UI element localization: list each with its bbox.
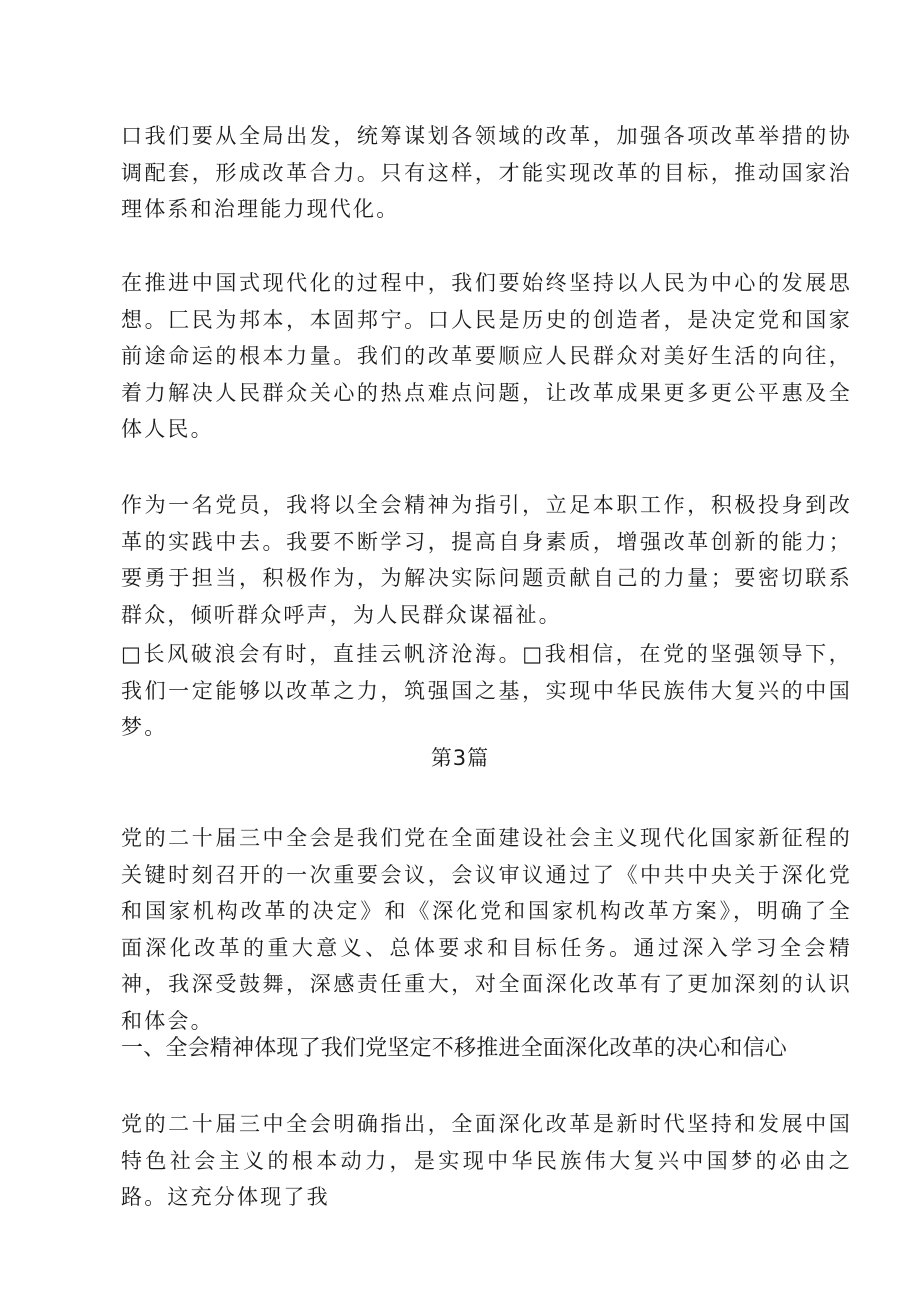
paragraph-chapter-intro: 党的二十届三中全会是我们党在全面建设社会主义现代化国家新征程的关键时刻召开的一次重要会议，会议审议通过了《中共中央关于深化党和国家机构改革的决定》和《深化党和国家机构改革方案》，明确了全面深化改革的重大意义、总体要求和目标任务。通过深入学习全会精神，我深受鼓舞，深感责任重大，对全面深化改革有了更加深刻的认识和体会。 [121, 826, 852, 1033]
section-heading: 一、全会精神体现了我们党坚定不移推进全面深化改革的决心和信心 [121, 1036, 788, 1061]
chapter-title: 第3篇 [430, 746, 490, 770]
paragraph-section-body: 党的二十届三中全会明确指出，全面深化改革是新时代坚持和发展中国特色社会主义的根本动力，是实现中华民族伟大复兴中国梦的必由之路。这充分体现了我 [121, 1112, 852, 1210]
paragraph-closing-quote: □长风破浪会有时，直挂云帆济沧海。□我相信，在党的坚强领导下，我们一定能够以改革之力，筑强国之基，实现中华民族伟大复兴的中国梦。 [121, 642, 852, 740]
paragraph-continuation: 口我们要从全局出发，统筹谋划各领域的改革，加强各项改革举措的协调配套，形成改革合力。只有这样，才能实现改革的目标，推动国家治理体系和治理能力现代化。 [121, 124, 852, 222]
paragraph-party-member: 作为一名党员，我将以全会精神为指引，立足本职工作，积极投身到改革的实践中去。我要不断学习，提高自身素质，增强改革创新的能力；要勇于担当，积极作为，为解决实际问题贡献自己的力量；要密切联系群众，倾听群众呼声，为人民群众谋福祉。 [121, 493, 852, 627]
paragraph-people-centered: 在推进中国式现代化的过程中，我们要始终坚持以人民为中心的发展思想。匚民为邦本，本固邦宁。口人民是历史的创造者，是决定党和国家前途命运的根本力量。我们的改革要顺应人民群众对美好生活的向往，着力解决人民群众关心的热点难点问题，让改革成果更多更公平惠及全体人民。 [121, 271, 852, 442]
